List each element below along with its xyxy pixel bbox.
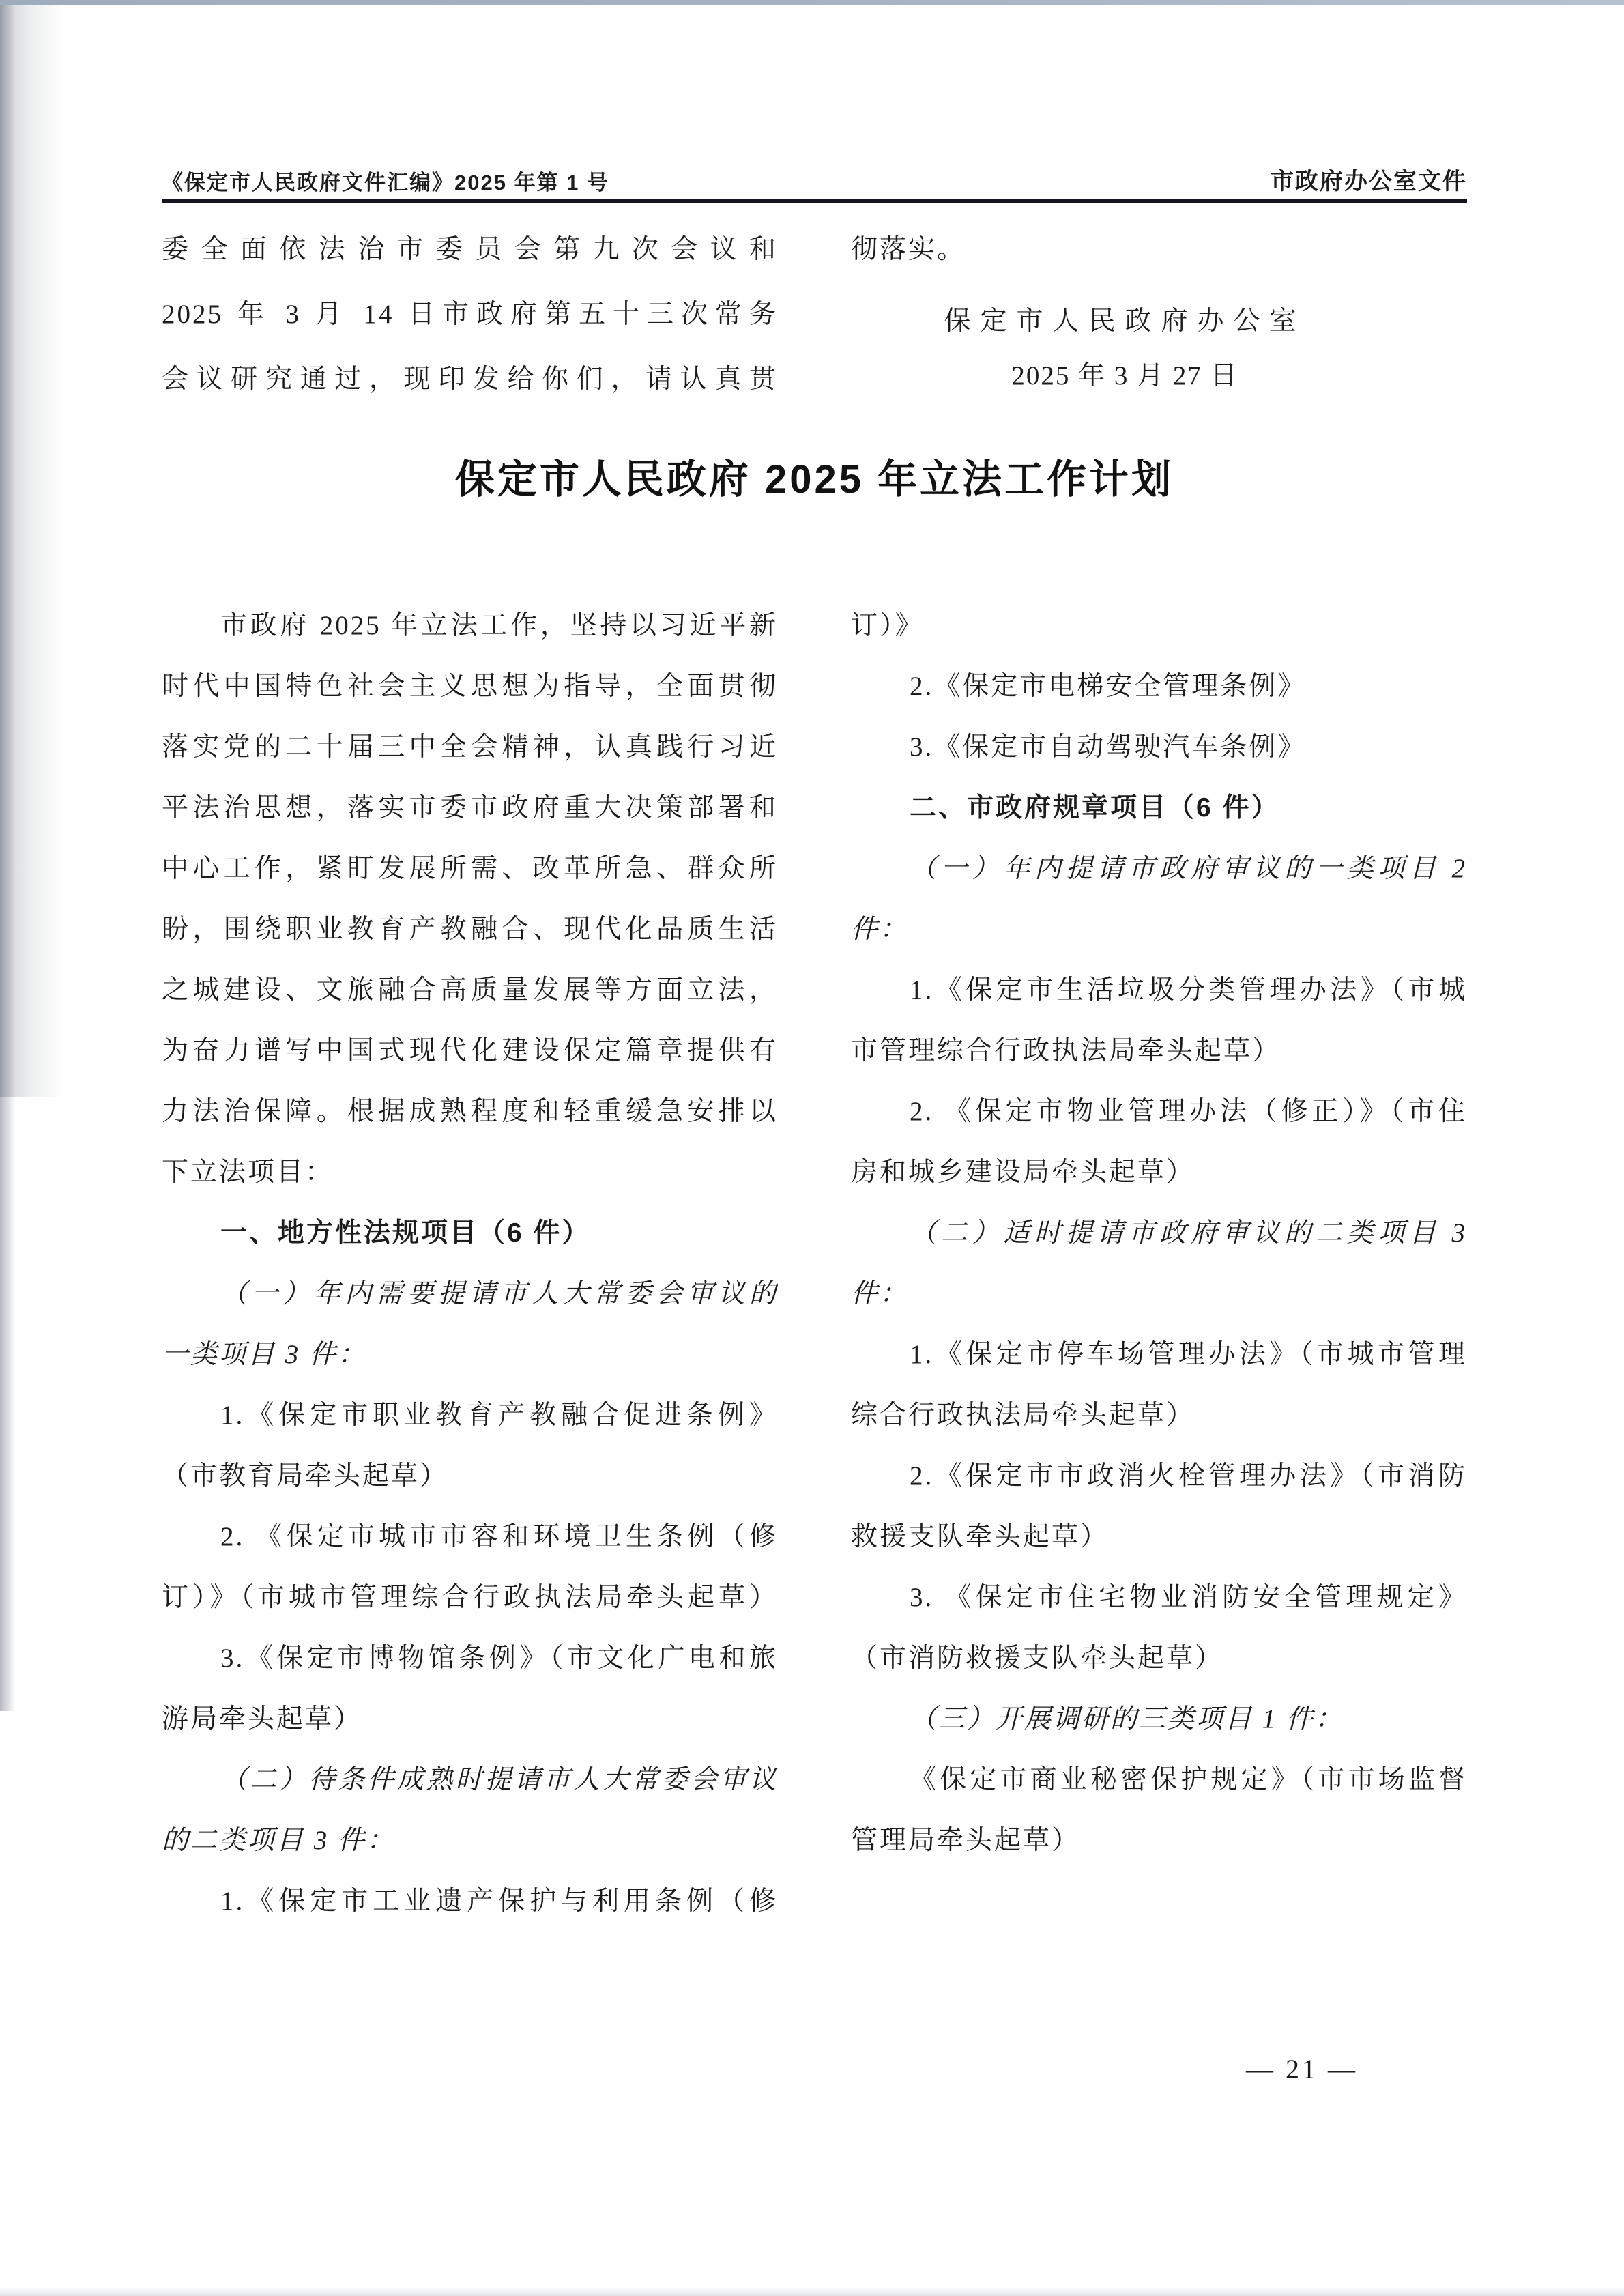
scan-artifact-left-streak (0, 5, 15, 1711)
text-line: 订）》 (851, 611, 924, 640)
intro-left-column (162, 217, 778, 412)
text-line: 市管理综合行政执法局牵头起草） (851, 1036, 1281, 1065)
signature-date: 2025 年 3 月 27 日 (1011, 361, 1238, 390)
text-line: 会议研究通过，现印发给你们，请认真贯 (162, 364, 778, 394)
text-line: 落实党的二十届三中全会精神，认真践行习近 (162, 732, 778, 762)
text-line: （市教育局牵头起草） (162, 1461, 449, 1491)
text-line: 力法治保障。根据成熟程度和轻重缓急安排以 (162, 1097, 778, 1126)
text-line: （三）开展调研的三类项目 1 件： (910, 1704, 1344, 1734)
text-line: 3.《保定市博物馆条例》（市文化广电和旅 (220, 1644, 778, 1673)
text-line: 盼，围绕职业教育产教融合、现代化品质生活 (162, 915, 778, 944)
text-line: 2. 《保定市城市市容和环境卫生条例（修 (220, 1522, 778, 1551)
page-number: — 21 — (1246, 2054, 1358, 2084)
text-line: 一、地方性法规项目（6 件） (220, 1218, 591, 1248)
text-line: 《保定市商业秘密保护规定》（市市场监督 (910, 1765, 1467, 1794)
text-line: 件： (851, 915, 909, 944)
document-title: 保定市人民政府 2025 年立法工作计划 (454, 457, 1174, 502)
text-line: 2.《保定市市政消火栓管理办法》（市消防 (910, 1461, 1467, 1491)
text-line: 3. 《保定市住宅物业消防安全管理规定》 (910, 1583, 1467, 1612)
text-line: 为奋力谱写中国式现代化建设保定篇章提供有 (162, 1036, 778, 1065)
intro-section (162, 217, 1467, 412)
text-line: 2.《保定市电梯安全管理条例》 (910, 672, 1307, 701)
text-line: 1.《保定市生活垃圾分类管理办法》（市城 (910, 975, 1467, 1005)
text-line: 1.《保定市停车场管理办法》（市城市管理 (910, 1340, 1467, 1369)
text-line: 件： (851, 1279, 909, 1308)
text-line: （二）适时提请市政府审议的二类项目 3 (910, 1218, 1467, 1248)
text-line: （二）待条件成熟时提请市人大常委会审议 (220, 1765, 778, 1794)
text-line: 平法治思想，落实市委市政府重大决策部署和 (162, 793, 778, 822)
body-right-column (851, 595, 1467, 1932)
text-line: （市消防救援支队牵头起草） (851, 1644, 1224, 1673)
text-line: 时代中国特色社会主义思想为指导，全面贯彻 (162, 672, 778, 701)
text-line: 管理局牵头起草） (851, 1826, 1081, 1855)
intro-right-column (851, 217, 1467, 412)
body-section (162, 595, 1467, 1932)
text-line: 2025 年 3 月 14 日市政府第五十三次常务 (162, 300, 778, 329)
text-line: 订）》（市城市管理综合行政执法局牵头起草） (162, 1583, 778, 1612)
header-doc-type-label: 市政府办公室文件 (1271, 169, 1467, 195)
signature-block (851, 293, 1399, 402)
text-line: 市政府 2025 年立法工作，坚持以习近平新 (220, 611, 778, 640)
text-line: （一）年内提请市政府审议的一类项目 2 (910, 854, 1467, 883)
text-line: 中心工作，紧盯发展所需、改革所急、群众所 (162, 854, 778, 883)
text-line: 综合行政执法局牵头起草） (851, 1401, 1195, 1430)
text-line: 2. 《保定市物业管理办法（修正）》（市住 (910, 1097, 1467, 1126)
text-line: 委全面依法治市委员会第九次会议和 (162, 235, 778, 264)
body-left-column (162, 595, 778, 1932)
text-line: 一类项目 3 件： (162, 1340, 367, 1369)
header-rule (162, 199, 1467, 203)
text-line: 1.《保定市职业教育产教融合促进条例》 (220, 1401, 778, 1430)
text-line: 二、市政府规章项目（6 件） (910, 793, 1280, 822)
text-line: 游局牵头起草） (162, 1704, 363, 1734)
text-line: 房和城乡建设局牵头起草） (851, 1158, 1195, 1187)
scan-artifact-bottom-edge (0, 2288, 1624, 2296)
text-line: 3.《保定市自动驾驶汽车条例》 (910, 732, 1307, 762)
text-line: 下立法项目： (162, 1158, 334, 1187)
text-line: 之城建设、文旅融合高质量发展等方面立法， (162, 975, 778, 1005)
signature-org: 保定市人民政府办公室 (944, 306, 1306, 336)
text-line: 救援支队牵头起草） (851, 1522, 1110, 1551)
header-compilation-label: 《保定市人民政府文件汇编》2025 年第 1 号 (162, 171, 610, 195)
page-header (162, 162, 1467, 196)
text-line: 1.《保定市工业遗产保护与利用条例（修 (220, 1886, 778, 1916)
text-line: （一）年内需要提请市人大常委会审议的 (220, 1279, 778, 1308)
text-line: 彻落实。 (851, 235, 966, 264)
scan-artifact-top-edge (0, 0, 1624, 5)
text-line: 的二类项目 3 件： (162, 1826, 396, 1855)
